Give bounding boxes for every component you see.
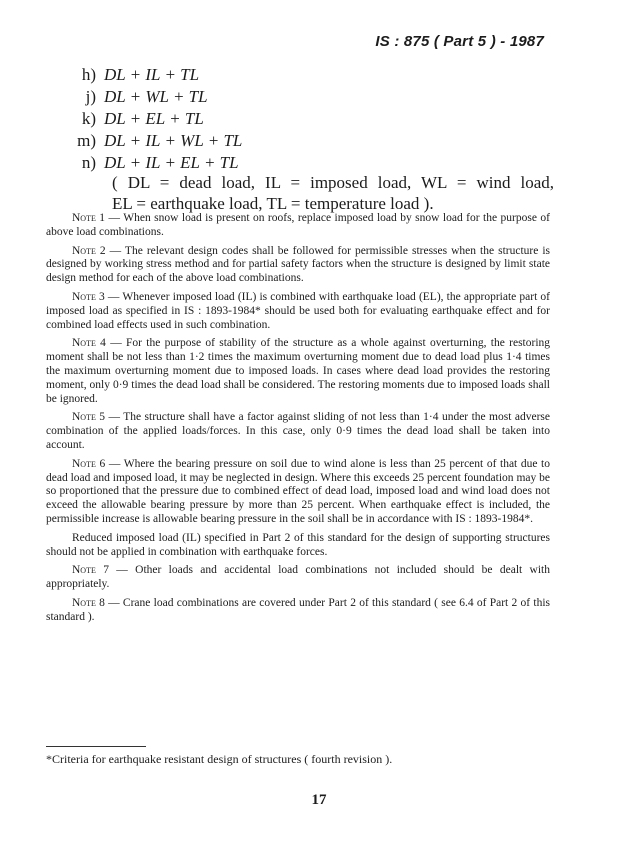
note-paragraph — [46, 597, 550, 625]
note-heading: Note 4 — [72, 337, 106, 350]
note-text: — When snow load is present on roofs, replace imposed load by snow load for the purpose of above load combinations. — [46, 212, 550, 238]
footnote: *Criteria for earthquake resistant design of structures ( fourth revision ). — [46, 752, 393, 766]
footnote-divider — [46, 746, 146, 747]
symbol-legend-line-1: ( DL = dead load, IL = imposed load, WL = wind load, — [112, 173, 554, 192]
note-heading: Note 1 — [72, 212, 106, 224]
note-text: — The structure shall have a factor against sliding of not less than 1·4 under the most adverse combination of the applied loads/forces. In this case, only 0·9 times the dead load shall be taken into account. — [46, 411, 550, 451]
notes-section — [46, 212, 550, 630]
combination-item — [64, 108, 564, 130]
note-paragraph — [46, 337, 550, 406]
document-header: IS : 875 ( Part 5 ) - 1987 — [375, 33, 544, 50]
note-heading: Note 3 — [72, 290, 105, 303]
note-paragraph — [46, 564, 550, 592]
note-heading: Note 7 — [72, 564, 109, 577]
note-paragraph — [46, 532, 550, 560]
combination-expression: DL + EL + TL — [104, 109, 204, 128]
combination-expression: DL + IL + WL + TL — [104, 131, 243, 150]
note-heading: Note 5 — [72, 411, 106, 424]
combination-label: m) — [77, 131, 96, 150]
note-text: — Whenever imposed load (IL) is combined with earthquake load (EL), the appropriate part of imposed load as specified in IS : 1893-1984* should be used both for evaluating earthquake effect and for combined load effects used in such combination. — [46, 290, 551, 331]
combination-expression: DL + IL + TL — [104, 65, 200, 84]
combination-label: h) — [81, 65, 96, 84]
combination-item — [64, 86, 564, 108]
note-text: — Where the bearing pressure on soil due to wind alone is less than 25 percent of that due to dead load and imposed load, it may be neglected in design. Where this exceeds 25 percent foundation may be so proportioned that the pressure due to combined effect of dead load, imposed load and wind load does not exceed the allowable bearing pressure by more than 25 percent. When earthquake effect is included, the permissible increase is allowable bearing pressure in the soil shall be in accordance with IS : 1893-1984*. — [46, 457, 550, 525]
note-heading: Note 8 — [72, 596, 105, 609]
note-text: — For the purpose of stability of the structure as a whole against overturning, the restoring moment shall be not less than 1·2 times the maximum overturning moment due to dead load plus 1·4 times the maximum overturning moment due to imposed loads. In cases where dead load provides the restoring moment, only 0·9 times the dead load shall be considered. The restoring moments due to imposed loads shall be ignored. — [46, 337, 551, 405]
combination-label: k) — [81, 109, 96, 128]
combination-item — [64, 64, 564, 86]
combination-label: n) — [81, 153, 96, 172]
note-text: — Crane load combinations are covered under Part 2 of this standard ( see 6.4 of Part 2 of this standard ). — [46, 596, 551, 623]
combination-label: j) — [85, 87, 96, 106]
note-text: — The relevant design codes shall be followed for permissible stresses when the structure is designed by working stress method and for partial safety factors when the structure is designed by limit state design method for each of the above load combinations. — [46, 244, 551, 285]
load-combination-list — [64, 64, 564, 174]
note-text: Reduced imposed load (IL) specified in Part 2 of this standard for the design of supporting structures should not be applied in combination with earthquake forces. — [46, 531, 550, 558]
note-paragraph — [46, 291, 550, 332]
note-heading: Note 6 — [72, 457, 106, 470]
symbol-legend-line-2: EL = earthquake load, TL = temperature load ). — [112, 194, 434, 213]
combination-item — [64, 130, 564, 152]
combination-expression: DL + IL + EL + TL — [104, 153, 239, 172]
page-number: 17 — [311, 792, 327, 808]
note-paragraph — [46, 458, 550, 527]
note-paragraph — [46, 212, 550, 240]
combination-item — [64, 152, 564, 174]
note-paragraph — [46, 411, 550, 452]
note-paragraph — [46, 245, 550, 286]
combination-expression: DL + WL + TL — [104, 87, 208, 106]
note-heading: Note 2 — [72, 244, 106, 257]
note-text: — Other loads and accidental load combinations not included should be dealt with appropriately. — [46, 564, 550, 591]
